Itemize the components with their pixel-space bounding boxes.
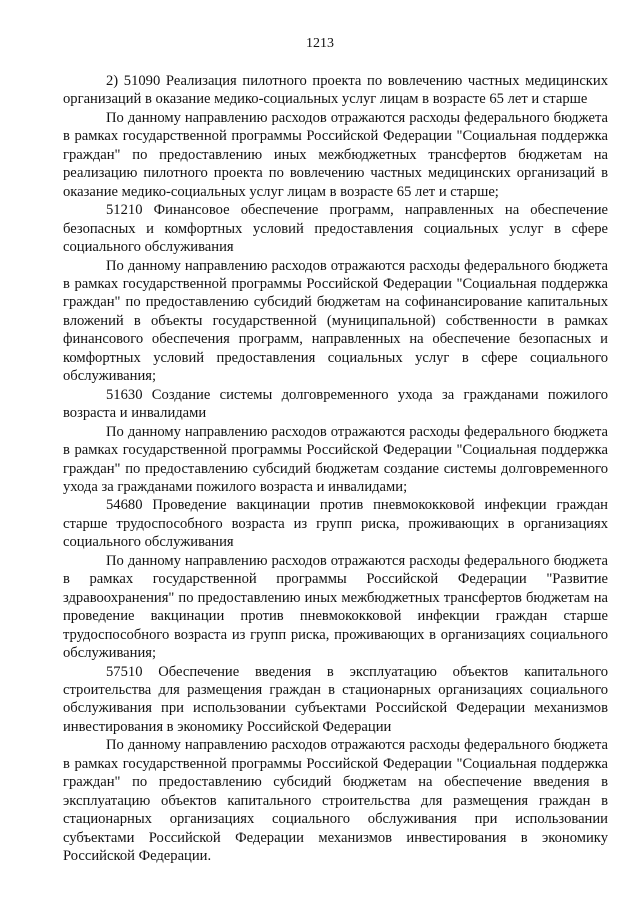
page-number: 1213	[306, 36, 334, 51]
paragraph-51210-description: По данному направлению расходов отражаются расходы федерального бюджета в рамках государственной программы Российской Федерации "Социальная поддержка граждан" по предоставлению субсидий бюджетам на софинансирование капитальных вложений в объекты государственной (муниципальной) собственности в рамках финансового обеспечения программ, направленных на обеспечение безопасных и комфортных условий предоставления социальных услуг в сфере социального обслуживания;	[63, 257, 608, 385]
paragraph-51090-heading: 2) 51090 Реализация пилотного проекта по вовлечению частных медицинских организаций в оказание медико-социальных услуг лицам в возрасте 65 лет и старше	[63, 73, 608, 108]
paragraph-51630-description: По данному направлению расходов отражаются расходы федерального бюджета в рамках государственной программы Российской Федерации "Социальная поддержка граждан" по предоставлению субсидий бюджетам создание системы долговременного ухода за гражданами пожилого возраста и инвалидами;	[63, 423, 608, 495]
paragraph-57510-heading: 57510 Обеспечение введения в эксплуатацию объектов капитального строительства для размещения граждан в стационарных организациях социального обслуживания при использовании субъектами Российской Федерации механизмов инвестирования в экономику Российской Федерации	[63, 663, 608, 735]
paragraph-51210-heading: 51210 Финансовое обеспечение программ, направленных на обеспечение безопасных и комфортных условий предоставления социальных услуг в сфере социального обслуживания	[63, 202, 608, 256]
paragraph-54680-heading: 54680 Проведение вакцинации против пневмококковой инфекции граждан старше трудоспособного возраста из групп риска, проживающих в организациях социального обслуживания	[63, 497, 608, 551]
paragraph-54680-description: По данному направлению расходов отражаются расходы федерального бюджета в рамках государственной программы Российской Федерации "Развитие здравоохранения" по предоставлению иных межбюджетных трансфертов бюджетам на проведение вакцинации против пневмококковой инфекции граждан старше трудоспособного возраста из групп риска, проживающих в организациях социального обслуживания;	[63, 552, 608, 662]
paragraph-51090-description: По данному направлению расходов отражаются расходы федерального бюджета в рамках государственной программы Российской Федерации "Социальная поддержка граждан" по предоставлению иных межбюджетных трансфертов бюджетам на реализацию пилотного проекта по вовлечению частных медицинских организаций в оказание медико-социальных услуг лицам в возрасте 65 лет и старше;	[63, 109, 608, 200]
paragraph-51630-heading: 51630 Создание системы долговременного ухода за гражданами пожилого возраста и инвалидами	[63, 386, 608, 422]
paragraph-57510-description: По данному направлению расходов отражаются расходы федерального бюджета в рамках государственной программы Российской Федерации "Социальная поддержка граждан" по предоставлению субсидий бюджетам на обеспечение введения в эксплуатацию объектов капитального строительства для размещения граждан в стационарных организациях социального обслуживания при использовании субъектами Российской Федерации механизмов инвестирования в экономику Российской Федерации.	[63, 737, 608, 865]
document-body	[63, 72, 608, 865]
